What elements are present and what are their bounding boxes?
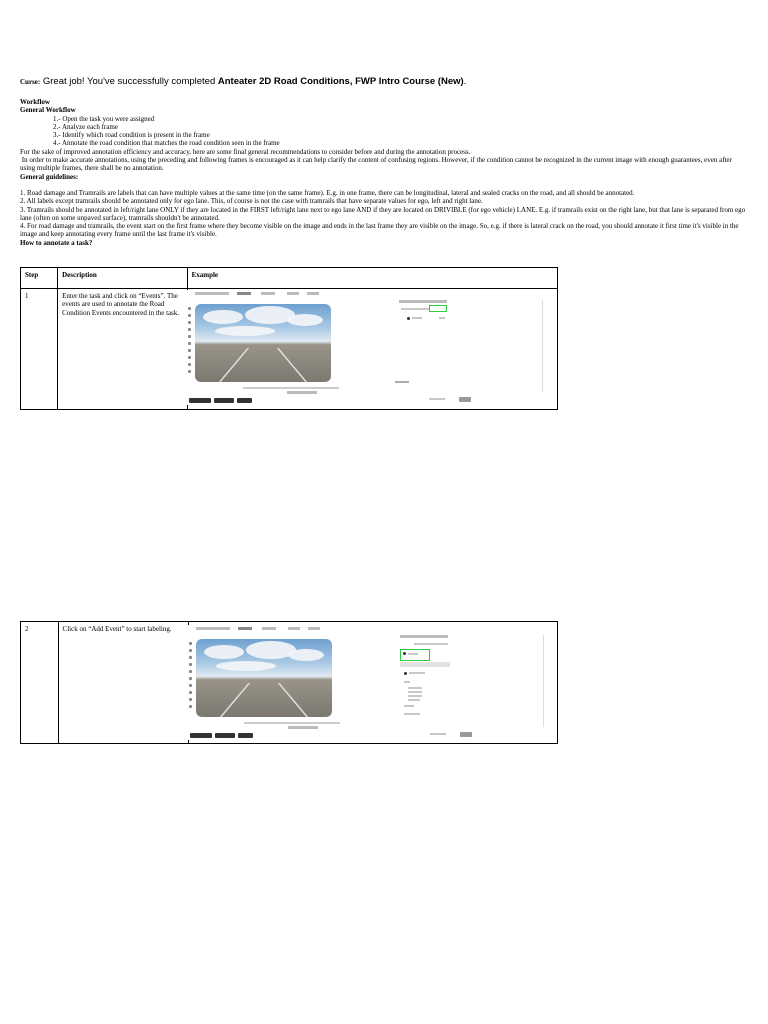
guideline-item: 2. All labels except tramrails should be annotated only for ego lane. This, of course is not the case with tramrails that have separate values for ego, left and right lane. <box>20 197 483 206</box>
document-body <box>20 76 748 247</box>
example-cell <box>187 289 557 410</box>
workflow-step: 4.- Annotate the road condition that matches the road condition seen in the frame <box>53 139 280 148</box>
workflow-step: 1.- Open the task you were assigned <box>53 114 155 123</box>
guideline-item: 3. Tramrails should be annotated in left/right lane ONLY if they are located in the FIRST left/right lane next to ego lane AND if they are located on DRIVIBLE (for ego vehicle) LANE. E.g. if tramrails exist on the right lane, but that lane is separated from ego lane (often on some unpaved surface), tramrails shouldn't be annotated. <box>20 205 746 222</box>
general-guidelines-heading: General guidelines: <box>20 172 79 181</box>
workflow-heading: Workflow <box>20 98 50 106</box>
course-label: Curse: <box>20 78 41 86</box>
example-cell <box>189 622 558 744</box>
workflow-step: 3.- Identify which road condition is present in the frame <box>53 131 210 140</box>
course-completion-line <box>20 76 748 88</box>
add-event-highlight-box <box>400 649 430 661</box>
table-row <box>21 289 558 410</box>
header-step: Step <box>21 268 58 289</box>
tool-sidebar <box>188 639 193 724</box>
step-description: Enter the task and click on “Events”. The events are used to annotate the Road Condition Events encountered in the task. <box>58 289 187 410</box>
example-screenshot <box>186 625 554 740</box>
table-row <box>21 622 558 744</box>
example-screenshot <box>185 290 553 405</box>
road-frame-image <box>196 639 332 717</box>
general-workflow-heading: General Workflow <box>20 106 76 115</box>
steps-table-page1 <box>20 267 558 410</box>
course-message: Great job! You've successfully completed <box>42 76 218 87</box>
step-number: 1 <box>21 289 58 410</box>
steps-table-page2 <box>20 621 558 744</box>
step-description: Click on “Add Event” to start labeling. <box>58 622 189 744</box>
table-header-row <box>21 268 558 289</box>
events-highlight-box <box>429 305 447 312</box>
step-number: 2 <box>21 622 59 744</box>
recommendations-paragraph: For the sake of improved annotation efficiency and accuracy, here are some final general recommendations to consider before and during the annotation process. <box>20 147 471 156</box>
accuracy-paragraph: In order to make accurate annotations, using the preceding and following frames is encouraged as it can help clarify the content of confusing regions. However, if the condition cannot be recognized in the current image with enough guarantees, even after using multiple frames, there shall be no annotation. <box>20 156 734 173</box>
events-panel <box>400 635 550 735</box>
course-suffix: . <box>463 76 467 87</box>
guideline-item: 4. For road damage and tramrails, the event start on the first frame where they become visible on the image and ends in the last frame they are visible on the image. So, e.g. if there is lateral crack on the road, you should annotate it first time it's visible in the image and keep annotating every frame until the last frame it's visible. <box>20 222 739 239</box>
how-to-heading: How to annotate a task? <box>20 238 93 247</box>
header-example: Example <box>187 268 557 289</box>
workflow-step: 2.- Analyze each frame <box>53 122 118 131</box>
guideline-item: 1. Road damage and Tramrails are labels that can have multiple values at the same time (on the same frame). E.g. in one frame, there can be longitudinal, lateral and sealed cracks on the road, and all should be annotated. <box>20 188 635 197</box>
workflow-steps <box>20 115 748 148</box>
header-description: Description <box>58 268 187 289</box>
events-panel <box>399 300 549 400</box>
tool-sidebar <box>187 304 192 389</box>
course-name: Anteater 2D Road Conditions, FWP Intro Course (New) <box>217 76 464 87</box>
road-frame-image <box>195 304 331 382</box>
